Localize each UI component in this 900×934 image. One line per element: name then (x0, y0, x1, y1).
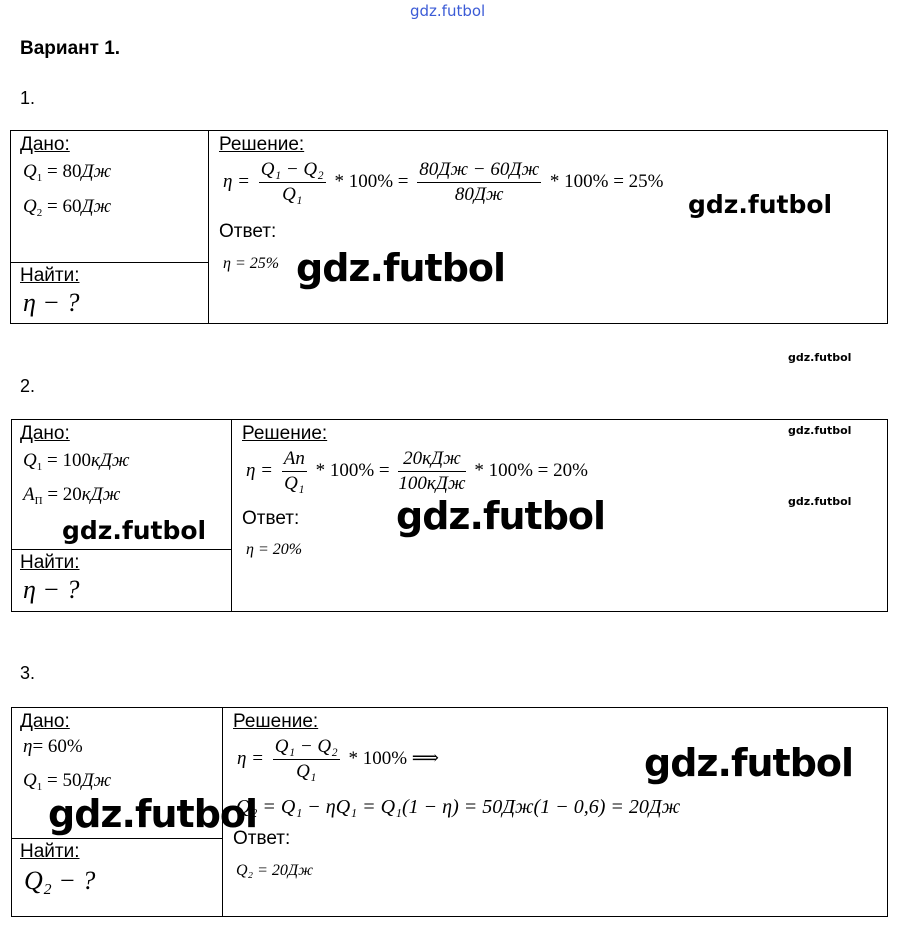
task-2-given-header: Дано: (20, 423, 70, 444)
task-1-given-find-divider (11, 262, 208, 263)
task-3-find: Q₂ − ? (24, 866, 96, 895)
task-1-answer: η = 25% (223, 255, 280, 272)
task-2-formula: η = $\frac{Aп}{\text{Q₁}}$ * 100% = $\frac{\text{20кДж}}{\text{100кДж}}$ * 100% = 20% (246, 448, 588, 494)
task-1-divider (208, 131, 209, 323)
task-1-given-q2: $Q_2 = 60Дж$ (23, 196, 112, 219)
watermark-2d: gdz.futbol (62, 516, 207, 545)
task-3-answer: Q₂ = 20Дж (236, 862, 313, 879)
task-2-answer-header: Ответ: (242, 508, 300, 529)
task-2-given-ap: $A_П = 20кДж$ (23, 484, 121, 507)
task-1-answer-header: Ответ: (219, 221, 277, 242)
task-3-derivation: Q₂ = Q₁ − ηQ₁ = Q₁(1 − η) = 50Дж(1 − 0,6) = 20Дж (236, 796, 681, 818)
task-2-divider (231, 420, 232, 611)
task-1-solution-header: Решение: (219, 134, 305, 155)
watermark-2c: gdz.futbol (396, 494, 606, 538)
task-1-formula: η = $\frac{\text{Q₁ − Q₂}}{\text{Q₁}}$ * 100% = $\frac{80Дж - 60Дж}{80Дж}$ * 100% = 25% (223, 159, 664, 205)
task-1-find-header: Найти: (20, 265, 80, 286)
task-2-number: 2. (20, 376, 36, 396)
task-2-find: η − ? (23, 575, 80, 604)
task-3-number: 3. (20, 663, 36, 683)
task-3-given-header: Дано: (20, 711, 70, 732)
task-1-table (10, 130, 888, 324)
watermark-top: gdz.futbol (410, 2, 486, 20)
task-3-answer-header: Ответ: (233, 828, 291, 849)
watermark-3b: gdz.futbol (48, 792, 258, 836)
task-1-number: 1. (20, 88, 36, 108)
watermark-2a: gdz.futbol (788, 424, 852, 437)
task-3-solution-header: Решение: (233, 711, 319, 732)
task-3-given-find-divider (12, 838, 222, 839)
task-2-given-find-divider (12, 549, 231, 550)
task-2-answer: η = 20% (246, 541, 303, 558)
watermark-3a: gdz.futbol (644, 741, 854, 785)
task-1-given-q1: $Q_1 = 80Дж$ (23, 161, 112, 184)
variant-title: Вариант 1. (20, 38, 121, 59)
task-3-find-header: Найти: (20, 841, 80, 862)
task-1-given-header: Дано: (20, 134, 70, 155)
task-1-find: η − ? (23, 288, 80, 317)
task-2-given-q1: $Q_1 = 100кДж$ (23, 450, 130, 473)
task-2-find-header: Найти: (20, 552, 80, 573)
task-3-formula: η = $\frac{\text{Q₁ − Q₂}}{\text{Q₁}}$ * 100% ⟹ (237, 736, 440, 782)
task-3-given-eta: η= 60% (23, 736, 83, 757)
watermark-1a: gdz.futbol (688, 190, 833, 219)
watermark-1c: gdz.futbol (788, 351, 852, 364)
task-3-given-q1: $Q_1 = 50Дж$ (23, 770, 112, 793)
watermark-2b: gdz.futbol (788, 495, 852, 508)
watermark-1b: gdz.futbol (296, 246, 506, 290)
task-2-solution-header: Решение: (242, 423, 328, 444)
